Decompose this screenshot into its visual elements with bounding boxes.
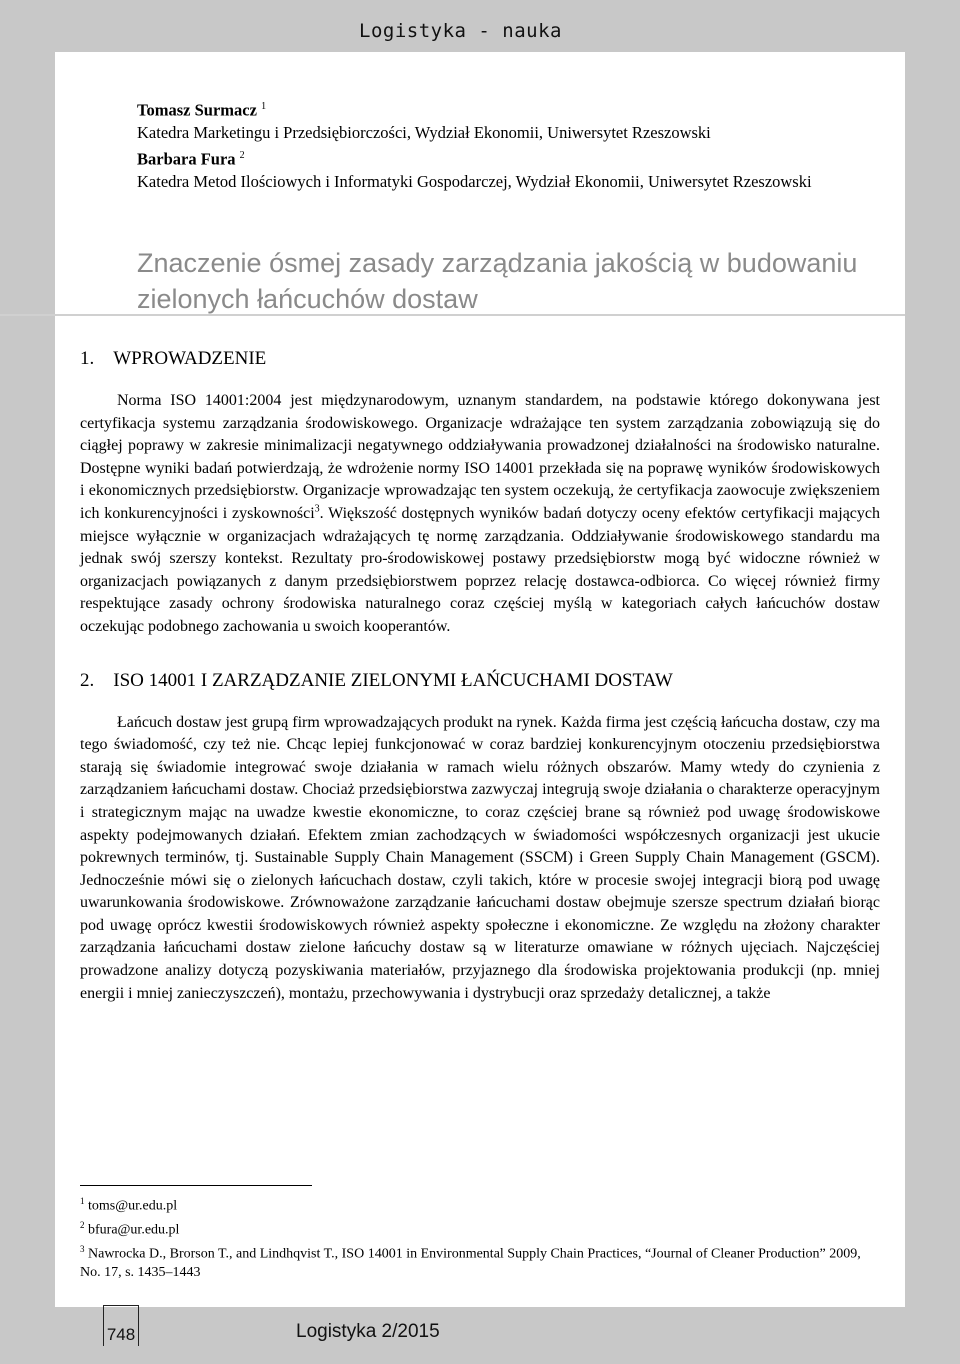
author-1-name: Tomasz Surmacz bbox=[137, 100, 257, 120]
footnote-1-number: 1 bbox=[80, 1196, 85, 1206]
running-header: Logistyka - nauka bbox=[359, 20, 562, 42]
section-1-heading: 1. WPROWADZENIE bbox=[80, 348, 267, 369]
page-number: 748 bbox=[103, 1305, 139, 1346]
page bbox=[55, 52, 905, 1307]
author-1 bbox=[137, 96, 857, 122]
footnote-ref-3: 3 bbox=[314, 503, 320, 515]
footnote-divider bbox=[80, 1185, 312, 1186]
footnote-3-text: Nawrocka D., Brorson T., and Lindhqvist T., ISO 14001 in Environmental Supply Chain Practices, “Journal of Cleaner Production” 2009, No. 17, s. 1435–1443 bbox=[80, 1246, 861, 1281]
footnote-1 bbox=[80, 1192, 880, 1216]
section-2-heading: 2. ISO 14001 I ZARZĄDZANIE ZIELONYMI ŁAŃCUCHAMI DOSTAW bbox=[80, 669, 673, 691]
section-1-text-a: Norma ISO 14001:2004 jest międzynarodowym, uznanym standardem, na podstawie którego dokonywana jest certyfikacja systemu zarządzania środowiskowego. Organizacje wdrażające ten system zarządzania zobowiązują się do ciągłej poprawy w zakresie minimalizacji negatywnego oddziaływania prowadzonej działalności na środowisko naturalne. Dostępne wyniki badań potwierdzają, że wdrożenie normy ISO 14001 przekłada się na poprawę wyników środowiskowych i ekonomicznych przedsiębiorstw. Organizacje wprowadzając ten system oczekują, że certyfikacja zaowocuje zwiększeniem ich konkurencyjności i zyskowności bbox=[80, 392, 880, 522]
author-2-affiliation: Katedra Metod Ilościowych i Informatyki Gospodarczej, Wydział Ekonomii, Uniwersytet Rzeszowski bbox=[137, 171, 812, 191]
article-title: Znaczenie ósmej zasady zarządzania jakością w budowaniu zielonych łańcuchów dostaw bbox=[137, 248, 858, 314]
footnotes bbox=[80, 1192, 880, 1283]
author-1-ref: 1 bbox=[261, 101, 267, 112]
author-2-name: Barbara Fura bbox=[137, 149, 236, 168]
author-2-ref: 2 bbox=[239, 149, 245, 161]
footnote-1-text: toms@ur.edu.pl bbox=[88, 1198, 178, 1214]
journal-issue: Logistyka 2/2015 bbox=[296, 1321, 440, 1342]
section-2-paragraph: Łańcuch dostaw jest grupą firm wprowadzających produkt na rynek. Każda firma jest częścią łańcucha dostaw, czy ma tego świadomość, czy też nie. Chcąc lepiej funkcjonować w coraz bardziej konkurencyjnym otoczeniu przedsiębiorstwa starają się świadomie integrować swoje działania w ramach wielu różnych obszarów. Mamy wtedy do czynienia z zarządzaniem łańcuchami dostaw. Chociaż przedsiębiorstwa zazwyczaj integrują swoje działania o charakterze operacyjnym i strategicznym mając na uwadze kwestie ekonomiczne, to coraz częściej brane są również pod uwagę środowiskowe aspekty podejmowanych działań. Efektem zmian zachodzących w świadomości współczesnych organizacji jest ukucie pokrewnych terminów, tj. Sustainable Supply Chain Management (SSCM) i Green Supply Chain Management (GSCM). Jednocześnie mówi się o zielonych łańcuchach dostaw, czyli takich, które w procesie swojej integracji biorą pod uwagę uwarunkowania środowiskowe. Zrównoważone zarządzanie łańcuchami dostaw obejmuje szersze spectrum działań biorąc pod uwagę oprócz kwestii środowiskowych również aspekty społeczne i ekonomiczne. Ze względu na złożony charakter zarządzania łańcuchami dostaw zielone łańcuchy dostaw są w literaturze omawiane w różnych ujęciach. Najczęściej prowadzone analizy dotyczą pozyskiwania materiałów, przyjaznego dla środowiska projektowania produkcji (np. mniej energii i mniej zanieczyszczeń), montażu, przechowywania i dystrybucji oraz sprzedaży detalicznej, a także bbox=[80, 713, 880, 1002]
footnote-2 bbox=[80, 1216, 880, 1240]
author-2 bbox=[137, 145, 857, 171]
title-divider bbox=[0, 314, 905, 316]
section-1-paragraph bbox=[80, 390, 880, 639]
authors-block bbox=[137, 96, 857, 193]
footnote-2-text: bfura@ur.edu.pl bbox=[88, 1222, 180, 1238]
author-1-affiliation: Katedra Marketingu i Przedsiębiorczości, Wydział Ekonomii, Uniwersytet Rzeszowski bbox=[137, 123, 711, 142]
article-body bbox=[80, 348, 880, 1005]
section-1-text-b: . Większość dostępnych wyników badań dotyczy oceny efektów certyfikacji mających miejsce wyłącznie w organizacjach wdrażających tę normę zarządzania. Oddziaływanie środowiskowego standardu ma jednak swój szerszy kontekst. Rezultaty pro-środowiskowej postawy przedsiębiorstw mogą być widoczne również w organizacjach powiązanych z danym przedsiębiorstwem poprzez relację dostawca-odbiorca. Co więcej również firmy respektujące zasady ochrony środowiska naturalnego coraz częściej myślą w kategoriach całych łańcuchów dostaw oczekując podobnego zachowania u swoich kooperantów. bbox=[80, 504, 880, 635]
footnote-3-number: 3 bbox=[80, 1244, 85, 1255]
footnote-2-number: 2 bbox=[80, 1220, 85, 1231]
footnote-3 bbox=[80, 1240, 880, 1283]
